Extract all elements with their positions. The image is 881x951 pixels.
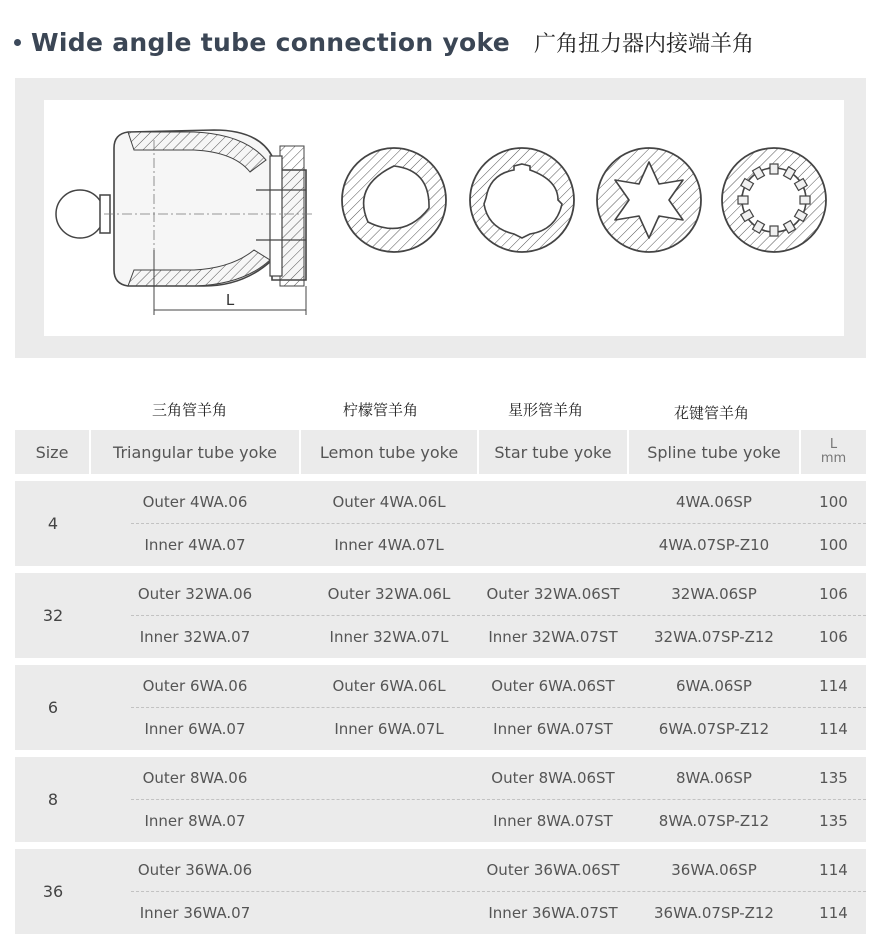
yoke-section-view [56, 130, 314, 315]
length-inner: 114 [819, 720, 848, 738]
star-tube-section [597, 148, 701, 252]
star-inner: Inner 8WA.07ST [493, 812, 613, 830]
star-outer: Outer 6WA.06ST [491, 677, 615, 695]
triangular-inner: Inner 8WA.07 [144, 812, 246, 830]
lemon-inner: Inner 4WA.07L [334, 536, 444, 554]
spline-tube-section [722, 148, 826, 252]
column-header-length [801, 430, 866, 474]
size-value: 6 [47, 698, 59, 717]
bullet-icon [14, 39, 21, 46]
star-inner: Inner 32WA.07ST [488, 628, 618, 646]
star-outer: Outer 36WA.06ST [486, 861, 620, 879]
length-inner: 135 [819, 812, 848, 830]
length-outer: 135 [819, 769, 848, 787]
spline-outer: 8WA.06SP [676, 769, 752, 787]
star-outer: Outer 8WA.06ST [491, 769, 615, 787]
lemon-outer: Outer 6WA.06L [332, 677, 446, 695]
triangular-tube-section [342, 148, 446, 252]
length-inner: 114 [819, 904, 848, 922]
size-group-36 [15, 849, 866, 934]
triangular-outer: Outer 8WA.06 [142, 769, 248, 787]
spline-outer: 36WA.06SP [671, 861, 757, 879]
column-label-cn-triangular: 三角管羊角 [152, 401, 228, 419]
column-header-star: Star tube yoke [479, 430, 629, 474]
spline-outer: 6WA.06SP [676, 677, 752, 695]
star-outer [479, 481, 627, 523]
lemon-outer: Outer 4WA.06L [332, 493, 446, 511]
technical-drawing [44, 100, 844, 336]
page-title-row [14, 24, 754, 60]
size-value: 32 [42, 606, 64, 625]
yoke-drawing-svg [44, 100, 844, 336]
column-label-cn-spline: 花键管羊角 [674, 404, 750, 422]
length-inner: 106 [819, 628, 848, 646]
length-header-label: L [829, 437, 838, 452]
column-label-cn-star: 星形管羊角 [508, 401, 584, 419]
spline-inner: 8WA.07SP-Z12 [658, 812, 770, 830]
size-group-4 [15, 481, 866, 566]
size-value: 4 [47, 514, 59, 533]
column-header-triangular: Triangular tube yoke [91, 430, 301, 474]
size-group-32 [15, 573, 866, 658]
table-header-row [15, 430, 866, 474]
spline-inner: 32WA.07SP-Z12 [654, 628, 774, 646]
length-outer: 114 [819, 861, 848, 879]
triangular-inner: Inner 6WA.07 [144, 720, 246, 738]
spline-inner: 4WA.07SP-Z10 [658, 536, 770, 554]
triangular-inner: Inner 36WA.07 [139, 904, 251, 922]
length-outer: 106 [819, 585, 848, 603]
spline-outer: 32WA.06SP [671, 585, 757, 603]
star-outer: Outer 32WA.06ST [486, 585, 620, 603]
technical-drawing-panel [15, 78, 866, 358]
lemon-tube-section [470, 148, 574, 252]
page-title: Wide angle tube connection yoke [31, 27, 511, 57]
size-value: 8 [47, 790, 59, 809]
length-header-unit: mm [820, 451, 847, 466]
lemon-outer: Outer 32WA.06L [327, 585, 451, 603]
triangular-outer: Outer 6WA.06 [142, 677, 248, 695]
lemon-inner: Inner 32WA.07L [329, 628, 449, 646]
star-inner [479, 524, 627, 566]
product-table [15, 430, 866, 922]
column-header-lemon: Lemon tube yoke [301, 430, 479, 474]
size-group-6 [15, 665, 866, 750]
triangular-inner: Inner 32WA.07 [139, 628, 251, 646]
length-outer: 114 [819, 677, 848, 695]
lemon-inner: Inner 6WA.07L [334, 720, 444, 738]
spline-outer: 4WA.06SP [676, 493, 752, 511]
triangular-outer: Outer 4WA.06 [142, 493, 248, 511]
lemon-outer [301, 757, 477, 799]
triangular-outer: Outer 36WA.06 [137, 861, 253, 879]
lemon-outer [301, 849, 477, 891]
column-label-cn-lemon: 柠檬管羊角 [343, 401, 419, 419]
star-inner: Inner 36WA.07ST [488, 904, 618, 922]
dimension-label-l: L [225, 291, 235, 309]
length-inner: 100 [819, 536, 848, 554]
lemon-inner [301, 892, 477, 934]
lemon-inner [301, 800, 477, 842]
length-outer: 100 [819, 493, 848, 511]
page-title-chinese: 广角扭力器内接端羊角 [534, 31, 755, 57]
spline-inner: 6WA.07SP-Z12 [658, 720, 770, 738]
triangular-inner: Inner 4WA.07 [144, 536, 246, 554]
size-value: 36 [42, 882, 64, 901]
triangular-outer: Outer 32WA.06 [137, 585, 253, 603]
size-group-8 [15, 757, 866, 842]
column-header-spline: Spline tube yoke [629, 430, 801, 474]
star-inner: Inner 6WA.07ST [493, 720, 613, 738]
column-header-size: Size [15, 430, 91, 474]
spline-inner: 36WA.07SP-Z12 [654, 904, 774, 922]
